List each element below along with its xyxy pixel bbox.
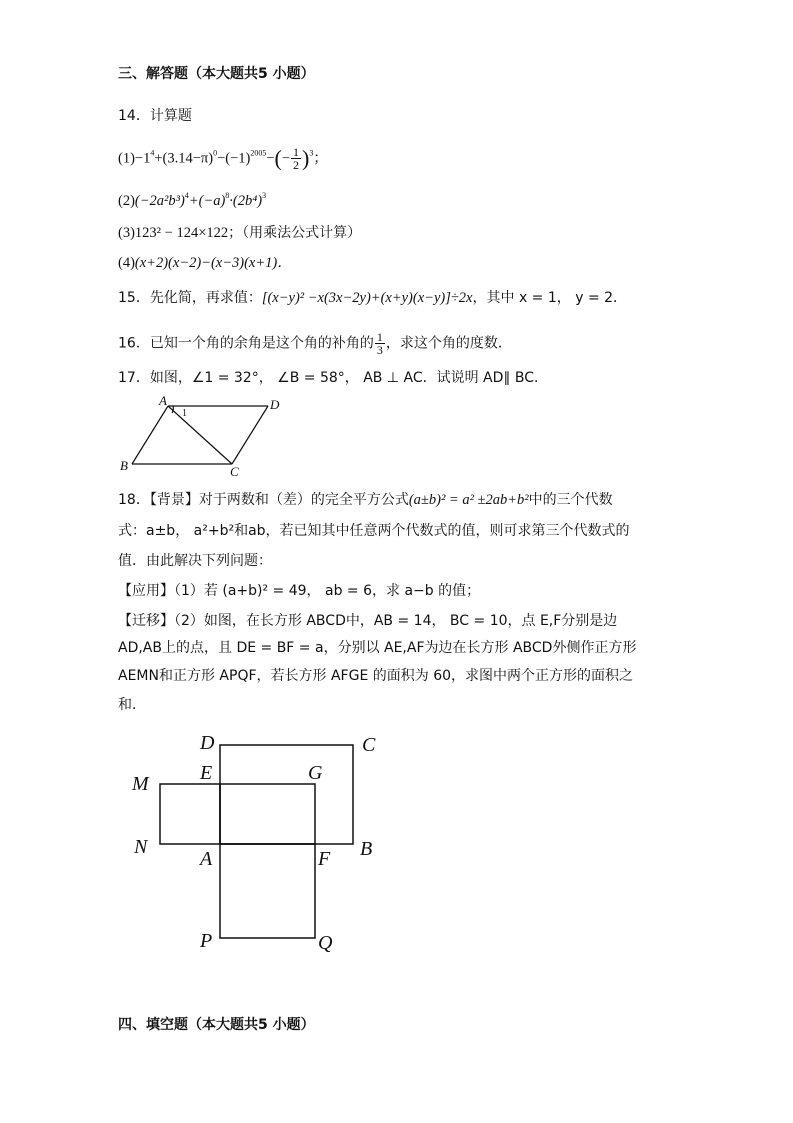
q17-text: 17．如图，∠1 = 32°， ∠B = 58°， AB ⊥ AC．试说明 AD∥ BC． (118, 370, 548, 386)
q14-p2-prefix: (2) (118, 193, 135, 209)
q18-line2: 式：a±b， a²+b²和ab，若已知其中任意两个代数式的值，则可求第三个代数式的 (118, 523, 630, 539)
q18-line1-formula: (a±b)² = a² ±2ab+b² (408, 492, 529, 508)
q18-line4: 【应用】（1）若 (a+b)² = 49， ab = 6，求 a−b 的值； (118, 583, 481, 599)
q18-rect-abcd (220, 745, 353, 844)
q18-label-e: E (200, 762, 213, 784)
q14-p2-exp1: 4 (184, 191, 189, 200)
q14-p1-lparen: ( (274, 145, 282, 171)
q14-p1-prefix: (1) (118, 150, 135, 167)
q14-p2-body: (−2a²b³) (134, 193, 185, 209)
q18-line8: 和． (118, 697, 146, 713)
q18-line1-post: 中的三个代数 (528, 492, 613, 508)
q18-label-m: M (132, 773, 149, 795)
q14-p1-t3: −(−1) (217, 150, 251, 167)
q14-p2-exp3: 3 (262, 191, 267, 200)
q17-label-b: B (120, 458, 128, 473)
q14-p4-prefix: (4) (118, 255, 135, 271)
q18-rect-afge (220, 784, 315, 844)
q16-post: ，求这个角的度数． (385, 335, 512, 352)
q14-p1-rparen: ) (302, 145, 310, 171)
q18-label-n: N (134, 836, 148, 858)
q18-label-b: B (360, 838, 373, 860)
q18-line1 (118, 490, 613, 510)
q17-label-a: A (159, 393, 167, 408)
q14-p1-t2-exp: 0 (213, 148, 218, 158)
q18-label-d: D (200, 732, 215, 754)
q18-label-q: Q (318, 932, 333, 954)
q14-p2-exp2: 8 (225, 191, 230, 200)
q14-p1-t4-exp: 3 (309, 148, 314, 158)
q16 (118, 331, 512, 356)
q16-pre: 16．已知一个角的余角是这个角的补角的 (118, 335, 374, 352)
q15 (118, 288, 627, 308)
q18-line1-pre: 18．【背景】对于两数和（差）的完全平方公式 (118, 492, 409, 508)
q14-p1-t2: +(3.14−π) (154, 150, 214, 167)
q15-condition: ，其中 x = 1， y = 2． (472, 290, 628, 306)
q17-figure (110, 393, 290, 483)
q17-label-c: C (230, 464, 239, 479)
q14-p2-mid: +(−a) (188, 193, 226, 209)
q18-label-f: F (318, 848, 331, 870)
q18-square-apqf (220, 844, 315, 938)
q14-p4-body: (x+2)(x−2)−(x−3)(x+1)． (134, 255, 292, 271)
q17-segment-ac (168, 406, 232, 464)
q14-p1-end: ； (313, 150, 328, 167)
q17-label-d: D (270, 397, 280, 412)
q14-part4 (118, 253, 292, 273)
q14-p3-body: 123² − 124×122 (134, 225, 229, 241)
q18-label-c: C (362, 734, 376, 756)
q14-p1-t1: −1 (134, 150, 151, 167)
q18-line6: AD,AB上的点，且 DE = BF = a，分别以 AE,AF为边在长方形 ABCD外侧作正方形 (118, 640, 637, 656)
q14-part2 (118, 191, 266, 211)
q17-segment-dc (232, 406, 268, 464)
q18-line7: AEMN和正方形 APQF，若长方形 AFGE 的面积为 60，求图中两个正方形的面积之 (118, 668, 634, 684)
q18-line3: 值．由此解决下列问题： (118, 553, 272, 569)
q16-fraction: $\frac{1}{3}$ (376, 330, 383, 357)
q17-segment-ab (132, 406, 168, 464)
q14-p3-note: ；（用乘法公式计算） (228, 225, 362, 241)
q18-label-a: A (200, 848, 213, 870)
q18-line5: 【迁移】（2）如图，在长方形 ABCD中，AB = 14， BC = 10，点 E,F分别是边 (118, 613, 618, 629)
section-4-title: 四、填空题（本大题共5 小题） (118, 1017, 315, 1033)
q14-p3-prefix: (3) (118, 225, 135, 241)
q18-label-p: P (200, 930, 213, 952)
q14-p1-fraction: $\frac{1}{2}$ (293, 145, 300, 172)
q14-label: 14．计算题 (118, 108, 192, 124)
q14-part1: $(1)-1^4+(3.14-\pi)^0-(-1)^{2005}-(-$ $\frac{1}{2}$ )$^3$； (118, 145, 328, 172)
q15-expression: [(x−y)² −x(3x−2y)+(x+y)(x−y)]÷2x (261, 290, 473, 306)
q18-square-aemn (160, 784, 220, 844)
q14-p2-tail: ·(2b⁴) (229, 193, 263, 209)
q14-p1-t1-exp: 4 (150, 148, 155, 158)
q14-part3 (118, 223, 361, 243)
q18-figure (120, 725, 400, 960)
q14-p1-t3-exp: 2005 (250, 148, 267, 158)
q15-label: 15．先化简，再求值： (118, 290, 262, 306)
section-3-title: 三、解答题（本大题共5 小题） (118, 66, 315, 82)
q18-label-g: G (308, 762, 323, 784)
q17-label-1: 1 (182, 408, 187, 419)
q14-p1-t4: − (266, 150, 275, 167)
